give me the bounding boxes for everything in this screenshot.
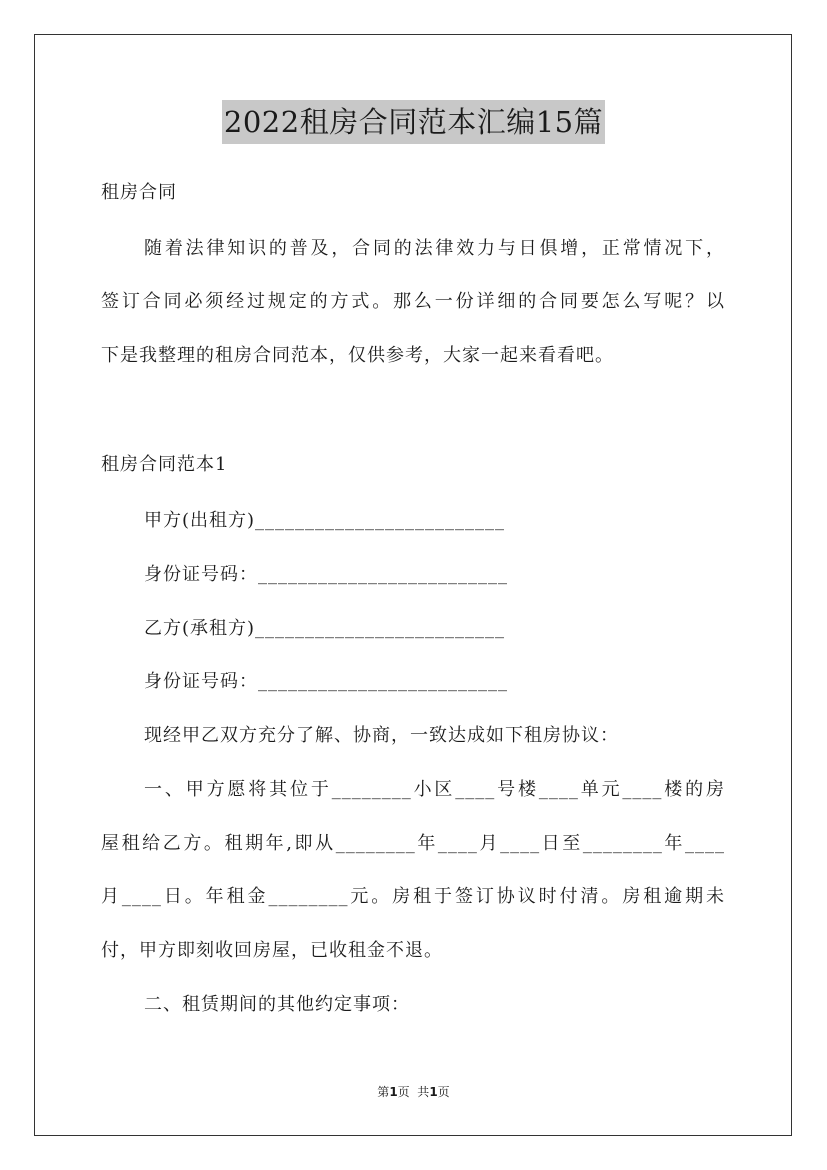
intro-line-1: 随着法律知识的普及，合同的法律效力与日俱增，正常情况下， [144,238,725,259]
clause-2-heading: 二、租赁期间的其他约定事项： [144,994,410,1015]
clause-1-line-2: 屋租给乙方。租期年,即从________年____月____日至________年____ [101,833,725,854]
footer-total-pages: 1 [429,1085,438,1099]
footer-prefix: 第 [377,1085,390,1099]
title-container [0,100,827,144]
party-b-line: 乙方(承租方)_________________________ [144,618,506,639]
page-footer [0,1084,827,1100]
clause-1-line-1: 一、甲方愿将其位于________小区____号楼____单元____楼的房 [144,779,725,800]
footer-mid: 页 共 [397,1085,430,1099]
clause-1-line-3: 月____日。年租金________元。房租于签订协议时付清。房租逾期未 [101,886,725,907]
clause-1-line-4: 付，甲方即刻收回房屋，已收租金不退。 [101,940,443,961]
party-a-id-line: 身份证号码：_________________________ [144,564,508,585]
party-a-line: 甲方(出租方)_________________________ [144,510,506,531]
intro-line-2: 签订合同必须经过规定的方式。那么一份详细的合同要怎么写呢？以 [101,291,725,312]
agreement-intro: 现经甲乙双方充分了解、协商，一致达成如下租房协议： [144,725,619,746]
party-b-id-line: 身份证号码：_________________________ [144,671,508,692]
footer-suffix: 页 [437,1085,450,1099]
footer-current-page: 1 [389,1085,398,1099]
template-heading: 租房合同范本1 [101,454,228,475]
document-title: 2022租房合同范本汇编15篇 [222,100,605,144]
section-heading: 租房合同 [101,182,177,203]
intro-line-3: 下是我整理的租房合同范本，仅供参考，大家一起来看看吧。 [101,345,614,366]
